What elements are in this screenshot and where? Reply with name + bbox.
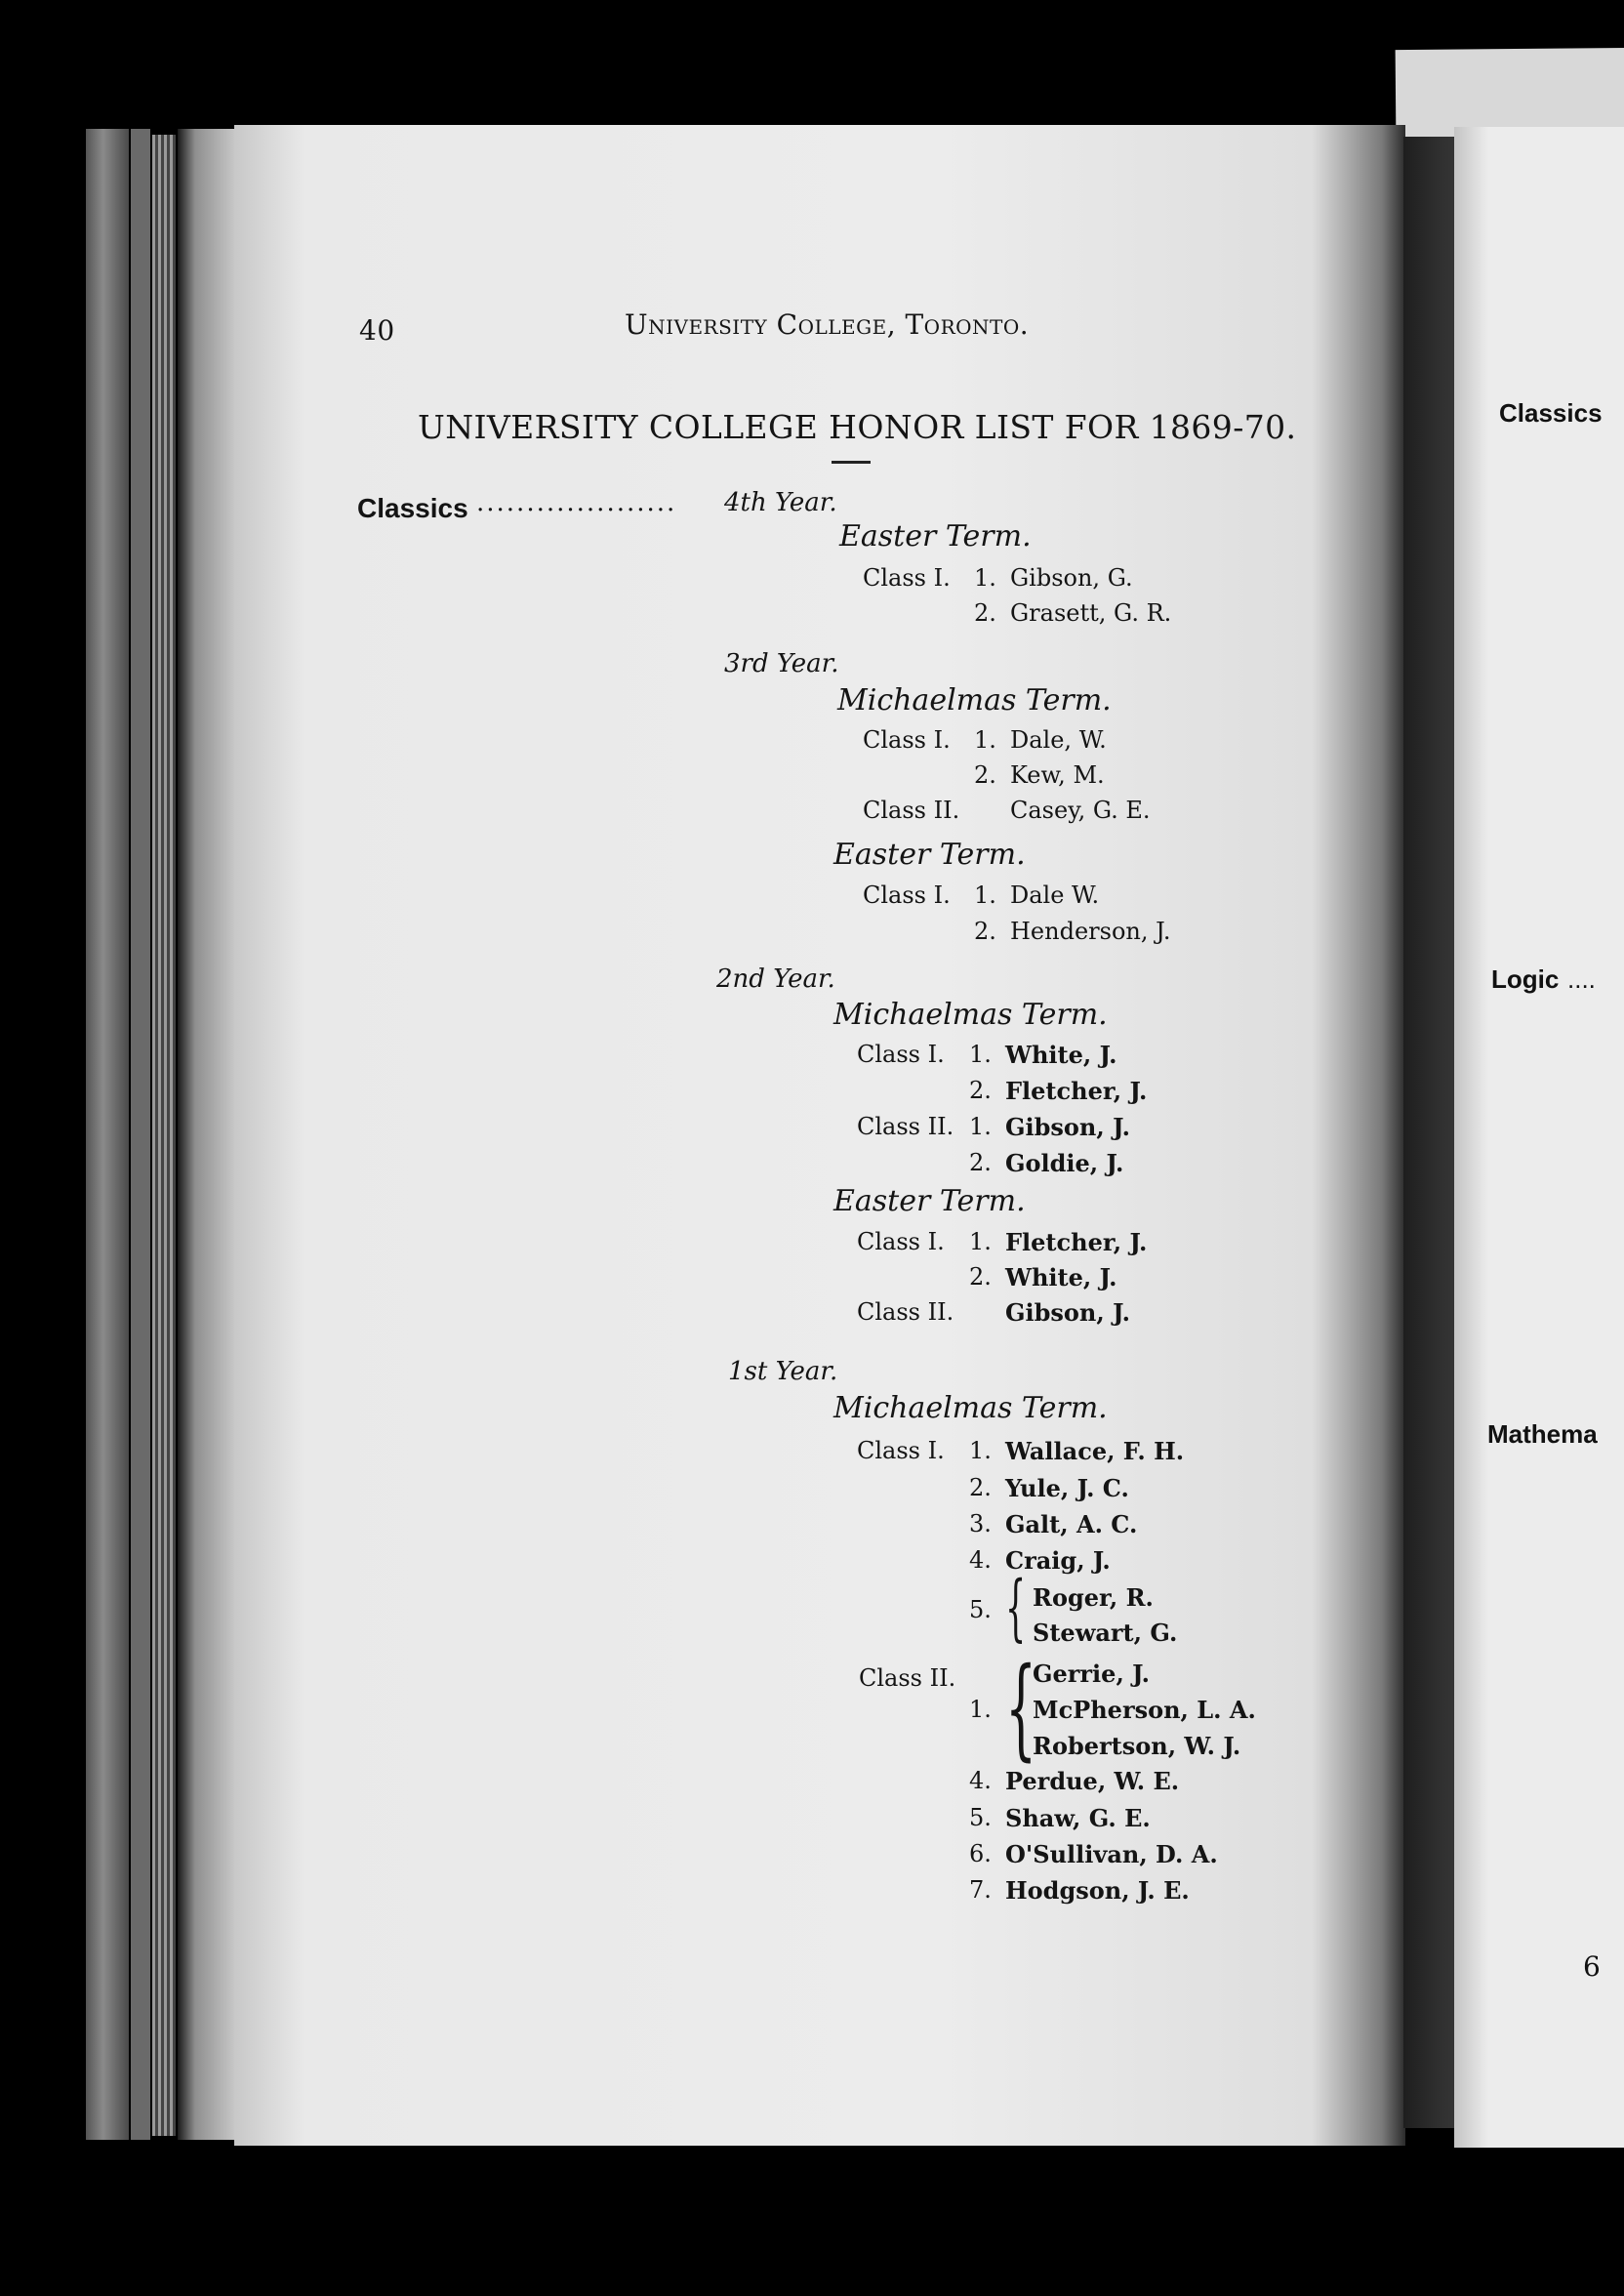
rank: 1. [969,1228,992,1255]
brace: { [1005,1645,1037,1772]
right-page [1454,127,1624,2148]
class-label: Class I. [863,564,951,592]
term-heading: Michaelmas Term. [833,998,1108,1032]
book-edge [131,129,150,2140]
student-name: Gerrie, J. [1033,1660,1150,1688]
student-name: Casey, G. E. [1010,797,1151,824]
student-name: Yule, J. C. [1005,1474,1129,1502]
right-page-label: Logic [1491,964,1560,994]
rank: 2. [969,1474,992,1501]
student-name: Fletcher, J. [1005,1228,1148,1256]
student-name: Roger, R. [1033,1583,1154,1612]
running-head: University College, Toronto. [625,308,1030,341]
class-label: Class I. [863,726,951,754]
rank: 2. [969,1263,992,1291]
student-name: Gibson, J. [1005,1298,1130,1327]
term-heading: Easter Term. [833,838,1026,872]
rank: 4. [969,1546,992,1574]
student-name: Gibson, J. [1005,1113,1130,1141]
student-name: White, J. [1005,1263,1117,1292]
term-heading: Michaelmas Term. [837,683,1112,718]
rank: 7. [969,1876,992,1904]
student-name: Kew, M. [1010,761,1105,789]
page-edges [152,135,176,2136]
rank: 2. [974,761,996,789]
rank: 1. [969,1437,992,1464]
student-name: Shaw, G. E. [1005,1804,1151,1832]
student-name: Stewart, G. [1033,1619,1178,1647]
right-page-label: Mathema [1487,1419,1598,1449]
tie-rank: 5. [969,1596,992,1623]
rank: 3. [969,1510,992,1538]
student-name: O'Sullivan, D. A. [1005,1840,1218,1868]
student-name: Henderson, J. [1010,918,1171,945]
student-name: Robertson, W. J. [1033,1732,1241,1760]
class-label: Class II. [863,797,960,824]
rank: 6. [969,1840,992,1867]
right-page-number: 6 [1583,1950,1601,1983]
student-name: Grasett, G. R. [1010,599,1172,627]
page-edges [178,129,236,2140]
tie-rank: 1. [969,1696,992,1723]
rank: 1. [974,882,996,909]
rank: 2. [969,1077,992,1104]
term-heading: Michaelmas Term. [833,1391,1108,1425]
student-name: Fletcher, J. [1005,1077,1148,1105]
title-rule [832,461,871,464]
rank: 1. [974,564,996,592]
rank: 2. [974,918,996,945]
student-name: Hodgson, J. E. [1005,1876,1190,1905]
student-name: Craig, J. [1005,1546,1111,1575]
student-name: Galt, A. C. [1005,1510,1138,1538]
term-heading: Easter Term. [839,519,1032,554]
rank: 1. [974,726,996,754]
student-name: White, J. [1005,1041,1117,1069]
year-label: 2nd Year. [716,964,835,994]
page-number: 40 [359,314,395,347]
rank: 1. [969,1041,992,1068]
term-heading: Easter Term. [833,1184,1026,1218]
dot-leader: .... [1567,964,1596,994]
year-label: 3rd Year. [724,649,839,678]
rank: 2. [974,599,996,627]
student-name: Wallace, F. H. [1005,1437,1185,1465]
class-label: Class I. [857,1041,945,1068]
rank: 1. [969,1113,992,1140]
rank: 4. [969,1767,992,1794]
student-name: Gibson, G. [1010,564,1133,592]
year-label: 4th Year. [724,488,837,517]
student-name: McPherson, L. A. [1033,1696,1256,1724]
year-label: 1st Year. [728,1357,838,1386]
list-title: UNIVERSITY COLLEGE HONOR LIST FOR 1869-70. [418,408,1297,446]
class-label: Class I. [857,1228,945,1255]
page-tab-strip [1396,48,1624,138]
student-name: Dale, W. [1010,726,1107,754]
class-label: Class II. [857,1113,954,1140]
dot-leader: .................... [476,488,677,517]
class-label: Class II. [857,1298,954,1326]
student-name: Perdue, W. E. [1005,1767,1180,1795]
class-label: Class I. [863,882,951,909]
right-page-label: Classics [1499,398,1603,428]
class-label: Class I. [857,1437,945,1464]
student-name: Dale W. [1010,882,1100,909]
subject-label: Classics [357,493,468,523]
student-name: Goldie, J. [1005,1149,1124,1177]
book-edge [86,129,129,2140]
class-label: Class II. [859,1664,956,1692]
rank: 5. [969,1804,992,1831]
brace: { [1005,1566,1027,1650]
rank: 2. [969,1149,992,1176]
